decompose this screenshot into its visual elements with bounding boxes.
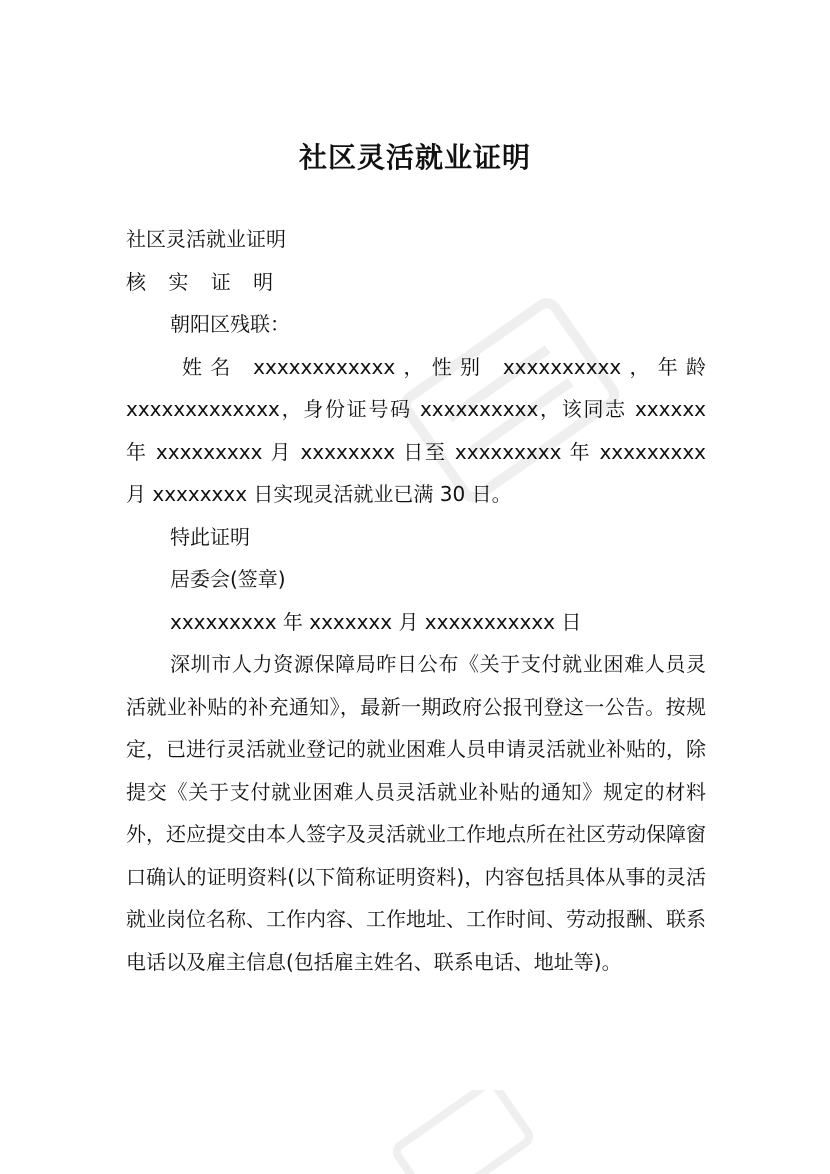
body-line-4: 月 xxxxxxxx 日实现灵活就业已满 30 日。 <box>126 482 512 506</box>
signature-line: 居委会(签章) <box>170 567 286 591</box>
document-title: 社区灵活就业证明 <box>298 141 531 174</box>
body-line-1: 姓名 xxxxxxxxxxxx，性别 xxxxxxxxxx，年龄 <box>182 354 706 379</box>
closing-text: 特此证明 <box>170 524 250 549</box>
document-subtitle: 社区灵活就业证明 <box>126 227 286 251</box>
date-line: xxxxxxxxx 年 xxxxxxx 月 xxxxxxxxxxx 日 <box>170 609 582 634</box>
notice-paragraph: 深圳市人力资源保障局昨日公布《关于支付就业困难人员灵活就业补贴的补充通知》，最新一期政府公报刊登这一公告。按规定，已进行灵活就业登记的就业困难人员申请灵活就业补贴的，除提交《关于支付就业困难人员灵活就业补贴的通知》规定的材料外，还应提交由本人签字及灵活就业工作地点所在社区劳动保障窗口确认的证明资料(以下简称证明资料)，内容包括具体从事的灵活就业岗位名称、工作内容、工作地址、工作时间、劳动报酬、联系电话以及雇主信息(包括雇主姓名、联系电话、地址等)。 <box>126 652 706 974</box>
body-line-3: 年 xxxxxxxxx 月 xxxxxxxx 日至 xxxxxxxxx 年 xxxxxxxxx <box>126 439 706 464</box>
body-line-2: xxxxxxxxxxxxx，身份证号码 xxxxxxxxxx，该同志 xxxxxx <box>126 397 706 421</box>
verification-heading: 核 实 证 明 <box>126 269 282 294</box>
document-body <box>126 218 706 983</box>
watermark-logo-bottom <box>360 1090 560 1174</box>
addressee: 朝阳区残联： <box>170 312 290 336</box>
